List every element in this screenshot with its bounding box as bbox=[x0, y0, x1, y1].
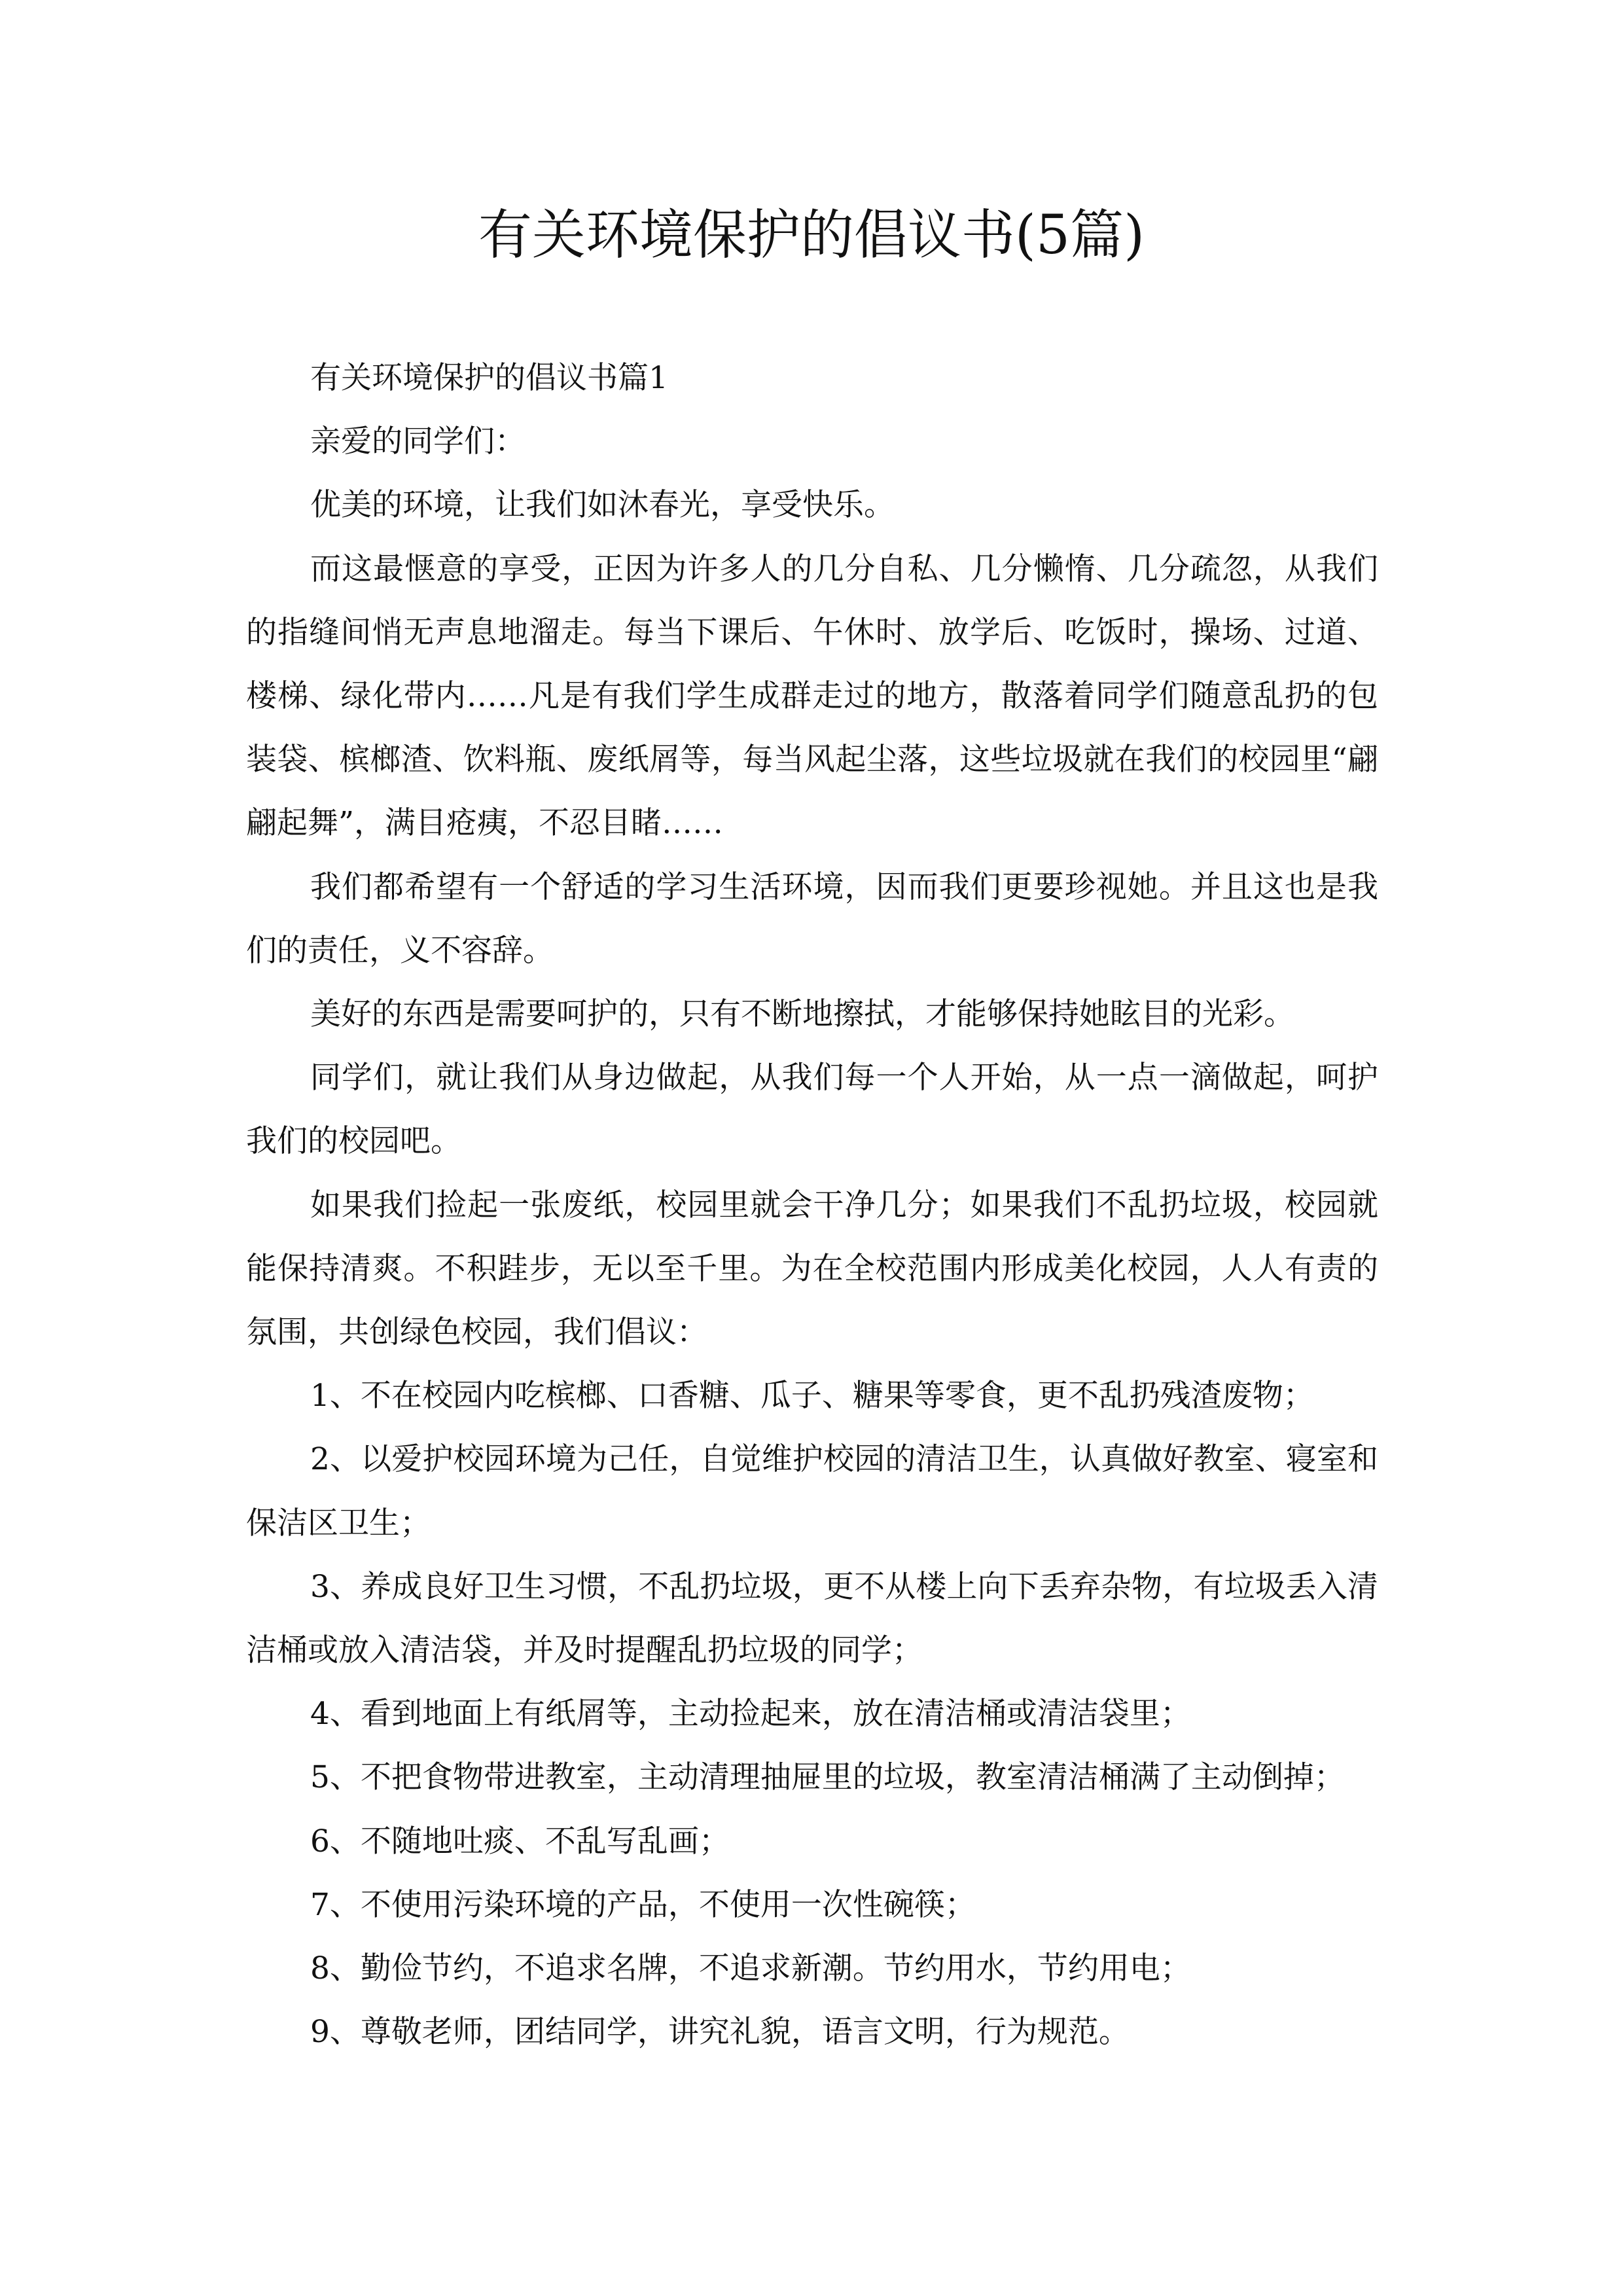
document-body bbox=[246, 346, 1378, 2064]
section-heading: 有关环境保护的倡议书篇1 bbox=[310, 360, 668, 396]
proposal-item: 6、不随地吐痰、不乱写乱画； bbox=[310, 1823, 730, 1859]
paragraph: 优美的环境，让我们如沐春光，享受快乐。 bbox=[310, 487, 895, 524]
paragraph: 而这最惬意的享受，正因为许多人的几分自私、几分懒惰、几分疏忽，从我们的指缝间悄无声息地溜走。每当下课后、午休时、放学后、吃饭时，操场、过道、楼梯、绿化带内……凡是有我们学生成群走过的地方，散落着同学们随意乱扔的包装袋、槟榔渣、饮料瓶、废纸屑等，每当风起尘落，这些垃圾就在我们的校园里“翩翩起舞”，满目疮痍，不忍目睹…… bbox=[246, 550, 1378, 842]
proposal-item: 2、以爱护校园环境为己任，自觉维护校园的清洁卫生，认真做好教室、寝室和保洁区卫生； bbox=[246, 1441, 1378, 1541]
proposal-item: 4、看到地面上有纸屑等，主动捡起来，放在清洁桶或清洁袋里； bbox=[310, 1696, 1191, 1732]
proposal-item: 8、勤俭节约，不追求名牌，不追求新潮。节约用水，节约用电； bbox=[310, 1950, 1191, 1987]
proposal-item: 9、尊敬老师，团结同学，讲究礼貌，语言文明，行为规范。 bbox=[310, 2014, 1130, 2051]
proposal-item: 1、不在校园内吃槟榔、口香糖、瓜子、糖果等零食，更不乱扔残渣废物； bbox=[310, 1378, 1314, 1414]
paragraph: 同学们，就让我们从身边做起，从我们每一个人开始，从一点一滴做起，呵护我们的校园吧。 bbox=[246, 1060, 1378, 1160]
paragraph: 我们都希望有一个舒适的学习生活环境，因而我们更要珍视她。并且这也是我们的责任，义不容辞。 bbox=[246, 869, 1378, 969]
document-title: 有关环境保护的倡议书(5篇) bbox=[478, 204, 1145, 266]
proposal-item: 5、不把食物带进教室，主动清理抽屉里的垃圾，教室清洁桶满了主动倒掉； bbox=[310, 1759, 1345, 1796]
proposal-item: 7、不使用污染环境的产品，不使用一次性碗筷； bbox=[310, 1886, 976, 1923]
paragraph: 如果我们捡起一张废纸，校园里就会干净几分；如果我们不乱扔垃圾，校园就能保持清爽。不积跬步，无以至千里。为在全校范围内形成美化校园，人人有责的氛围，共创绿色校园，我们倡议： bbox=[246, 1187, 1378, 1351]
proposal-item: 3、养成良好卫生习惯，不乱扔垃圾，更不从楼上向下丢弃杂物，有垃圾丢入清洁桶或放入清洁袋，并及时提醒乱扔垃圾的同学； bbox=[246, 1568, 1378, 1669]
salutation: 亲爱的同学们： bbox=[310, 423, 526, 460]
paragraph: 美好的东西是需要呵护的，只有不断地擦拭，才能够保持她眩目的光彩。 bbox=[310, 996, 1294, 1033]
